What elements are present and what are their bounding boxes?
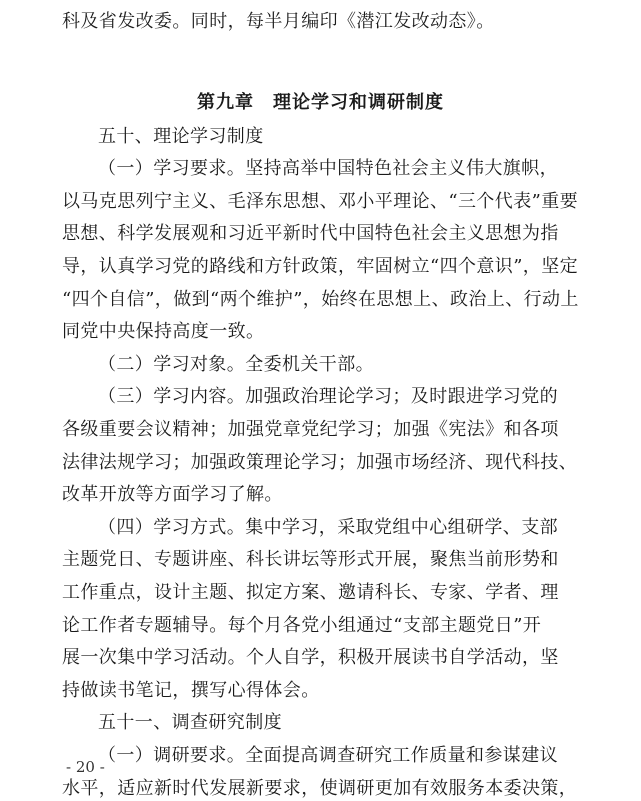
text-line: 法律法规学习；加强政策理论学习；加强市场经济、现代科技、 [62,451,578,473]
text-line: （一）学习要求。坚持高举中国特色社会主义伟大旗帜， [98,158,558,180]
text-line: 改革开放等方面学习了解。 [62,484,283,506]
text-line: （二）学习对象。全委机关干部。 [98,353,374,375]
text-line: 主题党日、专题讲座、科长讲坛等形式开展，聚焦当前形势和 [62,549,559,571]
text-line: 以马克思列宁主义、毛泽东思想、邓小平理论、“三个代表”重要 [62,190,579,212]
text-line: 思想、科学发展观和习近平新时代中国特色社会主义思想为指 [62,223,559,245]
text-line: （四）学习方式。集中学习，采取党组中心组研学、支部 [98,516,558,538]
text-line: “四个自信”，做到“两个维护”，始终在思想上、政治上、行动上 [62,288,579,310]
text-line: 展一次集中学习活动。个人自学，积极开展读书自学活动，坚 [62,647,559,669]
text-line: 同党中央保持高度一致。 [62,321,265,343]
section-heading: 五十一、调查研究制度 [98,712,282,734]
text-line: 工作重点，设计主题、拟定方案、邀请科长、专家、学者、理 [62,582,559,603]
text-line: （三）学习内容。加强政治理论学习；及时跟进学习党的 [98,386,558,408]
text-line: 各级重要会议精神；加强党章党纪学习；加强《宪法》和各项 [62,419,559,440]
text-line: 论工作者专题辅导。每个月各党小组通过“支部主题党日”开 [62,614,542,636]
page-number: - 20 - [66,758,105,776]
text-line: （一）调研要求。全面提高调查研究工作质量和参谋建议 [98,745,558,766]
chapter-heading: 第九章 理论学习和调研制度 [197,91,444,113]
section-heading: 五十、理论学习制度 [98,125,264,147]
text-line: 科及省发改委。同时，每半月编印《潜江发改动态》。 [62,11,495,32]
text-line: 水平，适应新时代发展新要求，使调研更加有效服务本委决策， [62,777,578,799]
text-line: 导，认真学习党的路线和方针政策，牢固树立“四个意识”，坚定 [62,256,579,277]
text-line: 持做读书笔记，撰写心得体会。 [62,679,320,701]
